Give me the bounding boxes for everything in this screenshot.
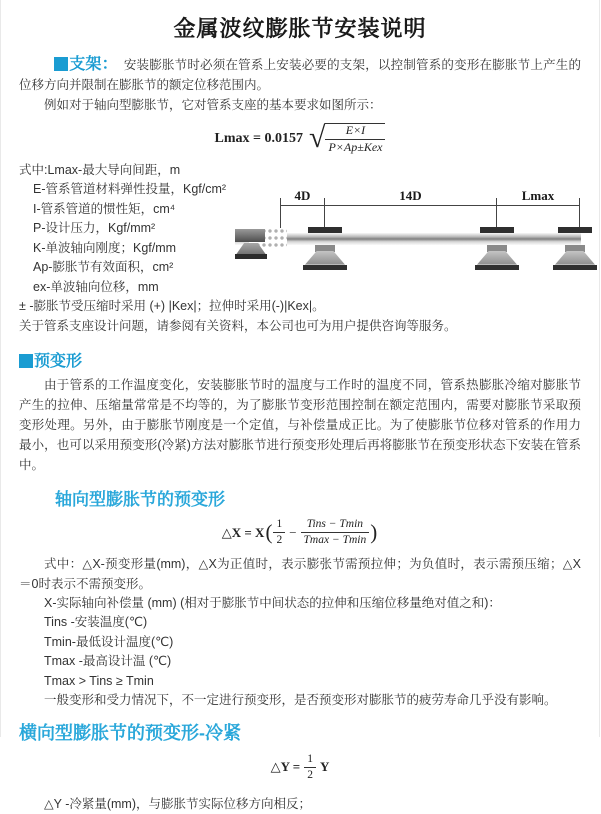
lmax-formula: [19, 120, 581, 155]
dim-label-4d: 4D: [294, 187, 311, 203]
formula-rhs: Y: [319, 759, 330, 775]
support-section-heading: 支架：: [69, 56, 118, 73]
pipe-support-diagram: [235, 187, 581, 283]
transverse-note: △Y -冷紧量(mm)，与膨胀节实际位移方向相反；: [44, 796, 312, 811]
axial-sub-heading: 轴向型膨胀节的预变形: [55, 490, 225, 510]
support-example-line: 例如对于轴向型膨胀节，它对管系支座的基本要求如图所示：: [44, 98, 382, 112]
transverse-sub-heading: 横向型膨胀节的预变形-冷紧: [19, 722, 241, 743]
support-cap: [480, 227, 514, 233]
support-stem: [565, 245, 585, 252]
half-fraction: [273, 518, 285, 547]
delta-y-formula: [19, 753, 581, 782]
dim-label-14d: 14D: [399, 187, 422, 203]
anchor-foot: [235, 254, 267, 259]
formula-lhs: △Y =: [270, 759, 301, 775]
support-stem: [315, 245, 335, 252]
close-paren: ): [370, 520, 378, 545]
fraction-denominator: 2: [276, 534, 283, 547]
fraction-denominator: P×Ap±Kex: [328, 139, 383, 154]
minus-operator: −: [289, 524, 297, 540]
pipe-support: [299, 227, 351, 279]
dim-label-lmax: Lmax: [521, 187, 555, 203]
axial-line: Tmin-最低设计温度(℃): [44, 634, 174, 649]
definition-line: K-单波轴向刚度；Kgf/mm: [33, 240, 177, 255]
half-fraction: [304, 753, 316, 782]
page-title: 金属波纹膨胀节安装说明: [173, 16, 427, 41]
axial-line: Tmax -最高设计温 (℃): [44, 654, 172, 669]
fraction-numerator: E×I: [325, 124, 385, 140]
sqrt-symbol-icon: √: [309, 120, 326, 154]
anchor-support: [235, 229, 269, 279]
pipe-support: [471, 227, 523, 279]
fraction-numerator: Tins − Tmin: [301, 518, 370, 533]
support-stem: [487, 245, 507, 252]
fraction-denominator: 2: [307, 768, 313, 781]
definition-line: ex-单波轴向位移，mm: [33, 279, 159, 294]
section-marker-icon: [54, 57, 68, 71]
section-marker-icon: [19, 354, 33, 368]
definition-line: E-管系管道材料弹性投量，Kgf/cm²: [33, 182, 227, 197]
definition-line: ± -膨胀节受压缩时采用 (+) |Kex|；拉伸时采用(-)|Kex|。: [19, 299, 325, 314]
support-foot: [303, 265, 347, 270]
fraction-denominator: Tmax − Tmin: [303, 534, 367, 547]
symbol-definitions: [19, 161, 581, 337]
support-foot: [553, 265, 597, 270]
support-cap: [558, 227, 592, 233]
fraction-numerator: 1: [304, 753, 316, 768]
support-paragraph: [19, 55, 581, 95]
predeform-heading-label: 预变形: [34, 353, 83, 371]
predeform-body: 由于管系的工作温度变化，安装膨胀节时的温度与工作时的温度不同，管系热膨胀冷缩对膨胀节产生的拉伸、压缩量常常是不均等的，为了膨胀节变形范围控制在额定范围内，需要对膨胀节采取预变形处理。另外，由于膨胀节刚度是一个定值，与补偿量成正比。为了使膨胀节位移对管系的作用力最小，也可以采用预变形(冷紧)方法对膨胀节进行预变形处理后再将膨胀节在预变形状态下安装在管系中。: [19, 378, 581, 473]
axial-line: Tmax > Tins ≥ Tmin: [44, 673, 154, 688]
axial-line: X-实际轴向补偿量 (mm) (相对于膨胀节中间状态的拉伸和压缩位移量绝对值之和)：: [44, 595, 501, 610]
support-cap: [308, 227, 342, 233]
temperature-fraction: [301, 518, 370, 547]
support-base: [305, 251, 345, 265]
formula-lhs: Lmax = 0.0157: [214, 130, 303, 146]
definition-line: 式中:Lmax-最大导向间距，m: [19, 162, 181, 177]
axial-note: 一般变形和受力情况下，不一定进行预变形，是否预变形对膨胀节的疲劳寿命几乎没有影响。: [44, 693, 557, 708]
pipe-support: [549, 227, 601, 279]
open-paren: (: [265, 520, 273, 545]
formula-fraction: [325, 123, 385, 155]
formula-lhs: △X = X: [221, 524, 265, 540]
support-base: [477, 251, 517, 265]
predeform-section-heading: [19, 348, 581, 371]
delta-x-formula: [19, 518, 581, 547]
support-foot: [475, 265, 519, 270]
dimension-line: [280, 205, 580, 206]
axial-explain: 式中：△X-预变形量(mm)，△X为正值时，表示膨张节需预拉伸；为负值时，表示需预压缩；△X＝0时表示不需预变形。: [19, 556, 581, 591]
support-base: [555, 251, 595, 265]
definition-line: P-设计压力，Kgf/mm²: [33, 221, 156, 236]
definition-line: I-管系管道的惯性矩，cm⁴: [33, 201, 176, 216]
axial-line: Tins -安装温度(℃): [44, 615, 148, 630]
fraction-numerator: 1: [273, 518, 285, 533]
definition-line: Ap-膨胀节有效面积，cm²: [33, 260, 174, 275]
support-intro-text: 安装膨胀节时必须在管系上安装必要的支架，以控制管系的变形在膨胀节上产生的位移方向并限制在膨胀节的额定位移范围内。: [19, 58, 581, 92]
definition-line: 关于管系支座设计问题，请参阅有关资料，本公司也可为用户提供咨询等服务。: [19, 318, 457, 333]
anchor-block: [235, 229, 265, 242]
